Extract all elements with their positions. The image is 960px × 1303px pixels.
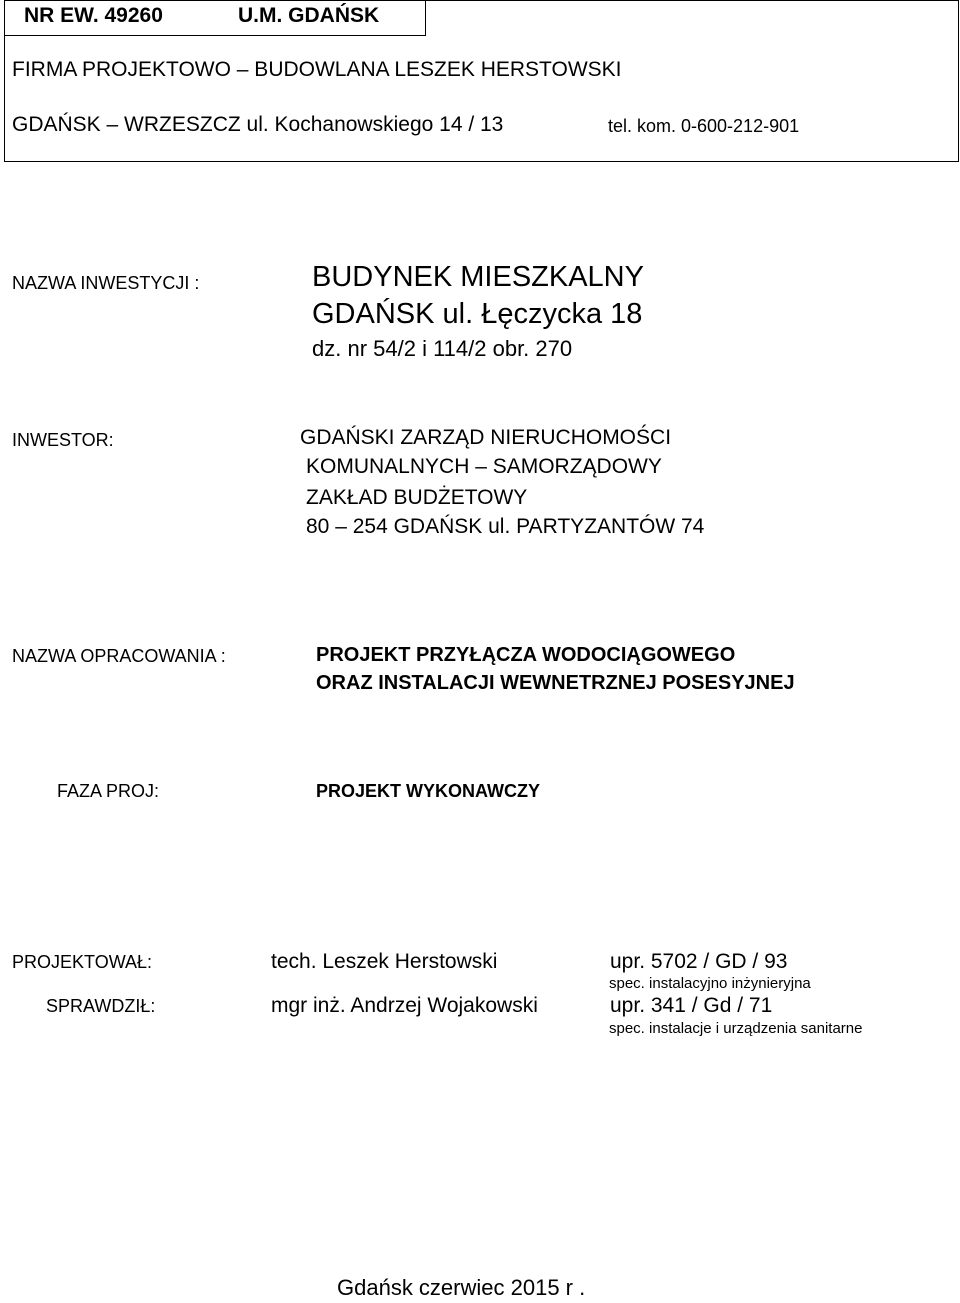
investor-address: 80 – 254 GDAŃSK ul. PARTYZANTÓW 74 [306, 515, 705, 538]
checker-license: upr. 341 / Gd / 71 [610, 994, 773, 1017]
firm-address: GDAŃSK – WRZESZCZ ul. Kochanowskiego 14 / 13 [12, 113, 504, 136]
designed-label: PROJEKTOWAŁ: [12, 952, 153, 972]
phase-label: FAZA PROJ: [57, 781, 160, 801]
study-line-1: PROJEKT PRZYŁĄCZA WODOCIĄGOWEGO [316, 644, 736, 666]
investor-label: INWESTOR: [12, 430, 114, 450]
checker-name: mgr inż. Andrzej Wojakowski [271, 994, 538, 1017]
phase-value: PROJEKT WYKONAWCZY [316, 781, 541, 801]
registration-number: NR EW. 49260 [24, 4, 163, 27]
investment-label: NAZWA INWESTYCJI : [12, 273, 200, 293]
firm-name: FIRMA PROJEKTOWO – BUDOWLANA LESZEK HERSTOWSKI [12, 58, 622, 81]
investment-plot: dz. nr 54/2 i 114/2 obr. 270 [312, 336, 573, 361]
place-date: Gdańsk czerwiec 2015 r . [337, 1275, 586, 1300]
study-label: NAZWA OPRACOWANIA : [12, 646, 226, 666]
checker-specialty: spec. instalacje i urządzenia sanitarne [609, 1020, 863, 1037]
authority-name: U.M. GDAŃSK [238, 4, 380, 27]
firm-phone: tel. kom. 0-600-212-901 [608, 116, 800, 136]
investor-line-1: GDAŃSKI ZARZĄD NIERUCHOMOŚCI [300, 426, 672, 449]
designer-license: upr. 5702 / GD / 93 [610, 950, 788, 973]
study-line-2: ORAZ INSTALACJI WEWNETRZNEJ POSESYJNEJ [316, 672, 795, 694]
investment-building: BUDYNEK MIESZKALNY [312, 261, 644, 293]
designer-name: tech. Leszek Herstowski [271, 950, 498, 973]
investor-line-2: KOMUNALNYCH – SAMORZĄDOWY [306, 455, 662, 478]
investment-address: GDAŃSK ul. Łęczycka 18 [312, 298, 643, 330]
investor-line-3: ZAKŁAD BUDŻETOWY [306, 486, 528, 509]
designer-specialty: spec. instalacyjno inżynieryjna [609, 975, 811, 992]
checked-label: SPRAWDZIŁ: [46, 996, 156, 1016]
